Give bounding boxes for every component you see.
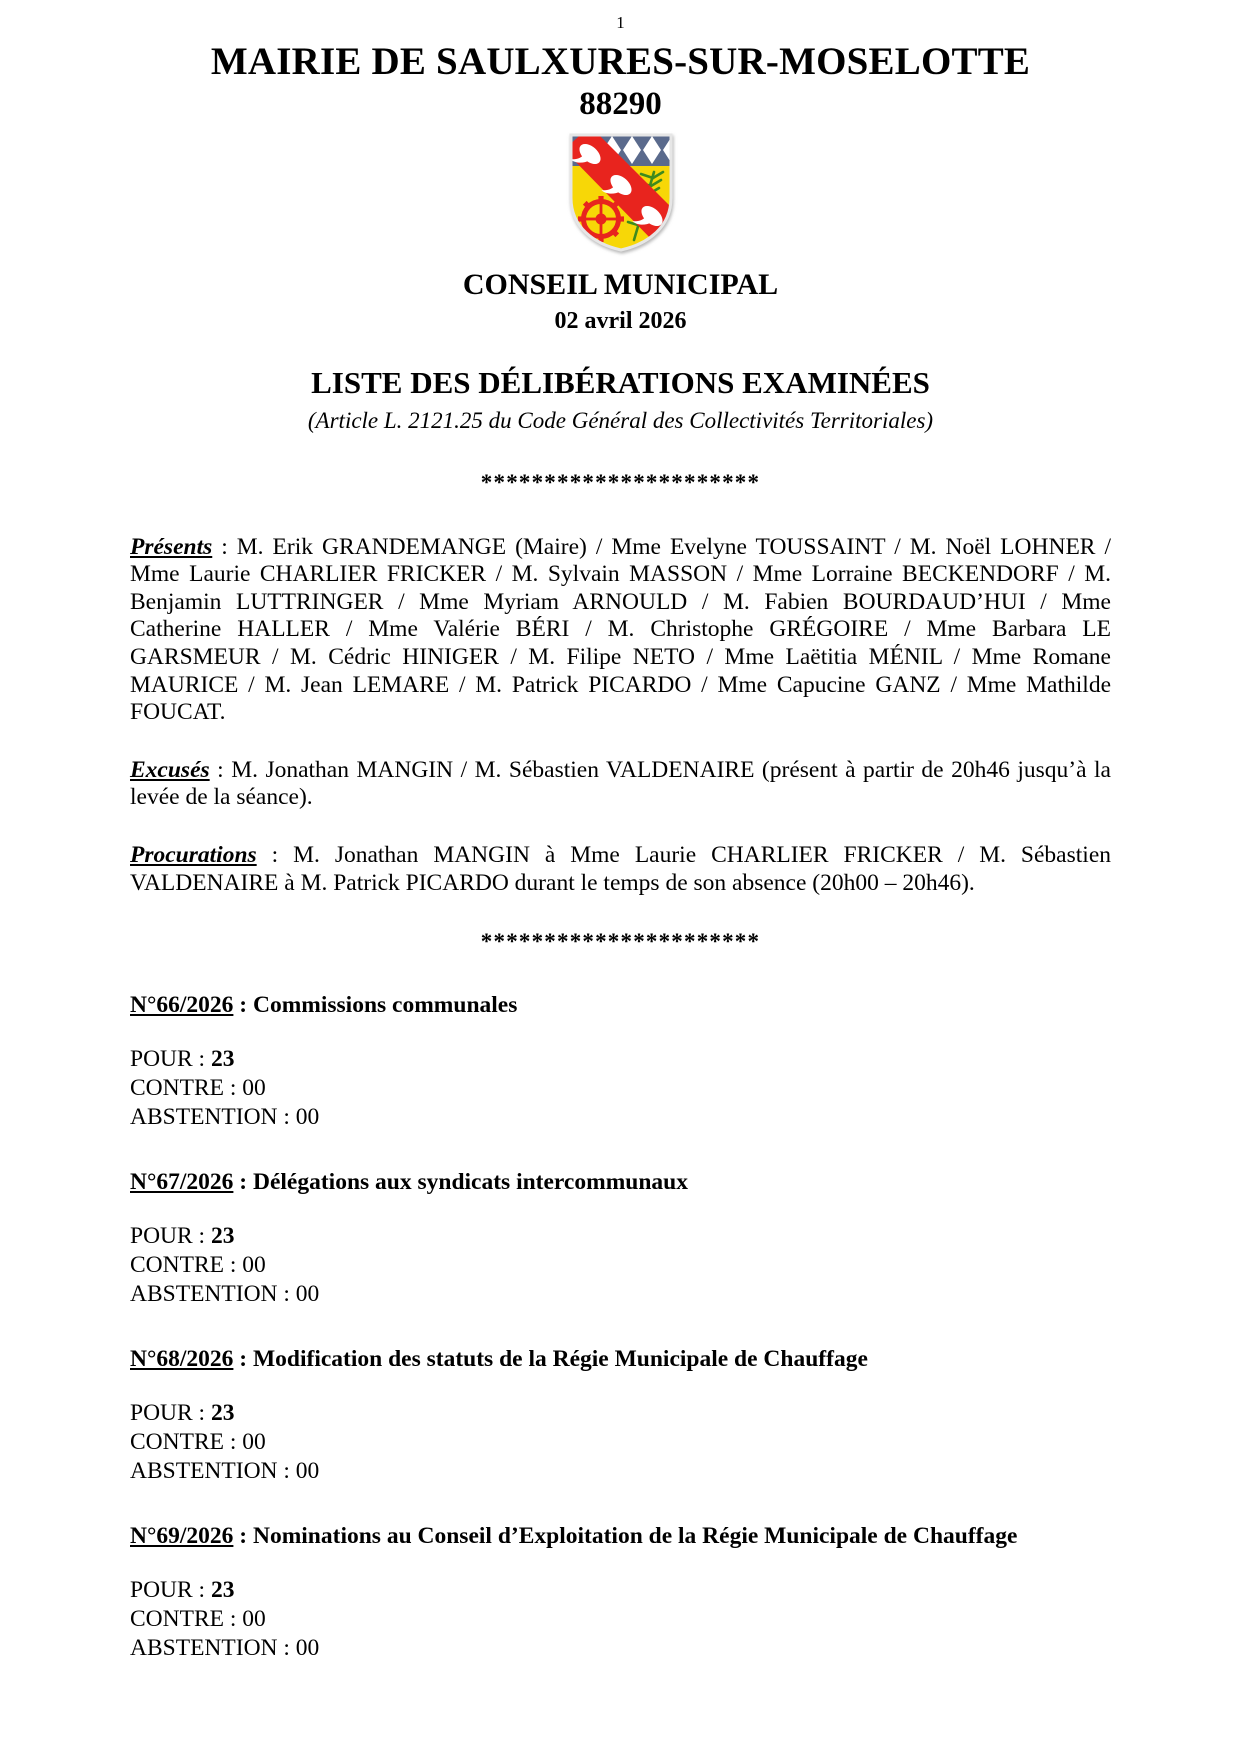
vote-pour: [130, 1045, 1111, 1074]
vote-contre-label: CONTRE :: [130, 1429, 243, 1456]
vote-abstention-label: ABSTENTION :: [130, 1457, 296, 1484]
present-separator: :: [212, 533, 237, 560]
council-title: CONSEIL MUNICIPAL: [462, 268, 779, 302]
vote-results: [130, 1399, 1111, 1486]
vote-results: [130, 1576, 1111, 1663]
vote-contre-value: 00: [242, 1429, 266, 1456]
vote-pour-label: POUR :: [130, 1577, 211, 1603]
separator-stars-bottom: **********************: [480, 929, 761, 955]
vote-pour-label: POUR :: [130, 1223, 211, 1250]
vote-abstention-label: ABSTENTION :: [130, 1104, 296, 1131]
vote-contre-value: 00: [242, 1605, 266, 1632]
deliberation-entry: [130, 1345, 1111, 1486]
deliberation-subject: Nominations au Conseil d’Exploitation de la Régie Municipale de Chauffage: [252, 1522, 1018, 1549]
crest-container: [130, 132, 1111, 253]
vote-contre-label: CONTRE :: [130, 1075, 243, 1102]
deliberation-entry: [130, 1168, 1111, 1309]
deliberation-title: [130, 1522, 1111, 1550]
vote-contre-label: CONTRE :: [130, 1605, 243, 1632]
deliberations-list: [130, 991, 1111, 1662]
vote-abstention: [130, 1634, 1111, 1663]
deliberation-title: [130, 1168, 1111, 1196]
vote-abstention: [130, 1103, 1111, 1132]
vote-pour: [130, 1399, 1111, 1428]
vote-pour-value: 23: [210, 1223, 235, 1250]
vote-pour-label: POUR :: [130, 1046, 211, 1073]
vote-pour: [130, 1576, 1111, 1605]
deliberation-number: N°69/2026: [130, 1522, 234, 1549]
deliberation-number: N°68/2026: [130, 1345, 234, 1372]
excused-paragraph: [130, 757, 1111, 812]
vote-pour-value: 23: [210, 1046, 235, 1073]
deliberation-subject: Commissions communales: [252, 992, 518, 1019]
vote-contre: [130, 1428, 1111, 1457]
deliberation-separator: :: [233, 1345, 253, 1372]
deliberation-number: N°66/2026: [130, 992, 234, 1019]
excused-separator: :: [209, 756, 232, 783]
proxies-text: M. Jonathan MANGIN à Mme Laurie CHARLIER FRICKER / M. Sébastien VALDENAIRE à M. Patrick PICARDO durant le temps de son absence (20h00 – 20h46).: [130, 842, 1112, 896]
vote-pour: [130, 1222, 1111, 1251]
vote-pour-value: 23: [210, 1577, 235, 1603]
vote-abstention-value: 00: [295, 1104, 320, 1131]
vote-pour-label: POUR :: [130, 1400, 211, 1427]
coat-of-arms-icon: [568, 132, 674, 253]
deliberation-separator: :: [233, 1169, 253, 1196]
excused-text: M. Jonathan MANGIN / M. Sébastien VALDENAIRE (présent à partir de 20h46 jusqu’à la levée de la séance).: [130, 756, 1111, 811]
present-paragraph: [130, 534, 1111, 727]
separator-stars-top: **********************: [480, 469, 761, 495]
deliberation-number: N°67/2026: [130, 1169, 234, 1196]
page-title: MAIRIE DE SAULXURES-SUR-MOSELOTTE: [210, 39, 1031, 83]
session-date: 02 avril 2026: [554, 307, 687, 334]
deliberation-title: [130, 991, 1111, 1019]
deliberation-entry: [130, 991, 1111, 1132]
deliberation-separator: :: [233, 992, 253, 1019]
proxies-label: Procurations: [130, 842, 257, 869]
vote-abstention-label: ABSTENTION :: [130, 1281, 296, 1308]
page-number: 1: [616, 13, 625, 32]
proxies-paragraph: [130, 842, 1111, 897]
vote-abstention: [130, 1457, 1111, 1486]
vote-contre-value: 00: [242, 1075, 266, 1102]
vote-abstention-value: 00: [295, 1457, 320, 1484]
deliberation-subject: Modification des statuts de la Régie Municipale de Chauffage: [252, 1345, 868, 1372]
vote-abstention-value: 00: [295, 1634, 320, 1661]
vote-contre: [130, 1074, 1111, 1103]
vote-contre: [130, 1605, 1111, 1634]
vote-abstention-label: ABSTENTION :: [130, 1634, 296, 1661]
deliberation-separator: :: [233, 1522, 253, 1549]
deliberation-title: [130, 1345, 1111, 1373]
vote-abstention: [130, 1280, 1111, 1309]
vote-abstention-value: 00: [295, 1281, 320, 1308]
vote-results: [130, 1045, 1111, 1132]
present-label: Présents: [130, 533, 213, 560]
vote-contre-label: CONTRE :: [130, 1252, 243, 1279]
proxies-separator: :: [256, 842, 294, 869]
vote-contre-value: 00: [242, 1252, 266, 1279]
excused-label: Excusés: [130, 756, 210, 783]
vote-contre: [130, 1251, 1111, 1280]
vote-results: [130, 1222, 1111, 1309]
present-text: M. Erik GRANDEMANGE (Maire) / Mme Evelyne TOUSSAINT / M. Noël LOHNER / Mme Laurie CHARLIER FRICKER / M. Sylvain MASSON / Mme Lorraine BECKENDORF / M. Benjamin LUTTRINGER / Mme Myriam ARNOULD / M. Fabien BOURDAUD’HUI / Mme Catherine HALLER / Mme Valérie BÉRI / M. Christophe GRÉGOIRE / Mme Barbara LE GARSMEUR / M. Cédric HINIGER / M. Filipe NETO / Mme Laëtitia MÉNIL / Mme Romane MAURICE / M. Jean LEMARE / M. Patrick PICARDO / Mme Capucine GANZ / Mme Mathilde FOUCAT.: [130, 533, 1112, 726]
deliberations-list-title: LISTE DES DÉLIBÉRATIONS EXAMINÉES: [311, 364, 930, 400]
vote-pour-value: 23: [210, 1400, 235, 1427]
article-reference: (Article L. 2121.25 du Code Général des Collectivités Territoriales): [307, 407, 934, 433]
postal-code: 88290: [579, 85, 662, 122]
deliberation-subject: Délégations aux syndicats intercommunaux: [252, 1169, 688, 1196]
deliberation-entry: [130, 1522, 1111, 1663]
